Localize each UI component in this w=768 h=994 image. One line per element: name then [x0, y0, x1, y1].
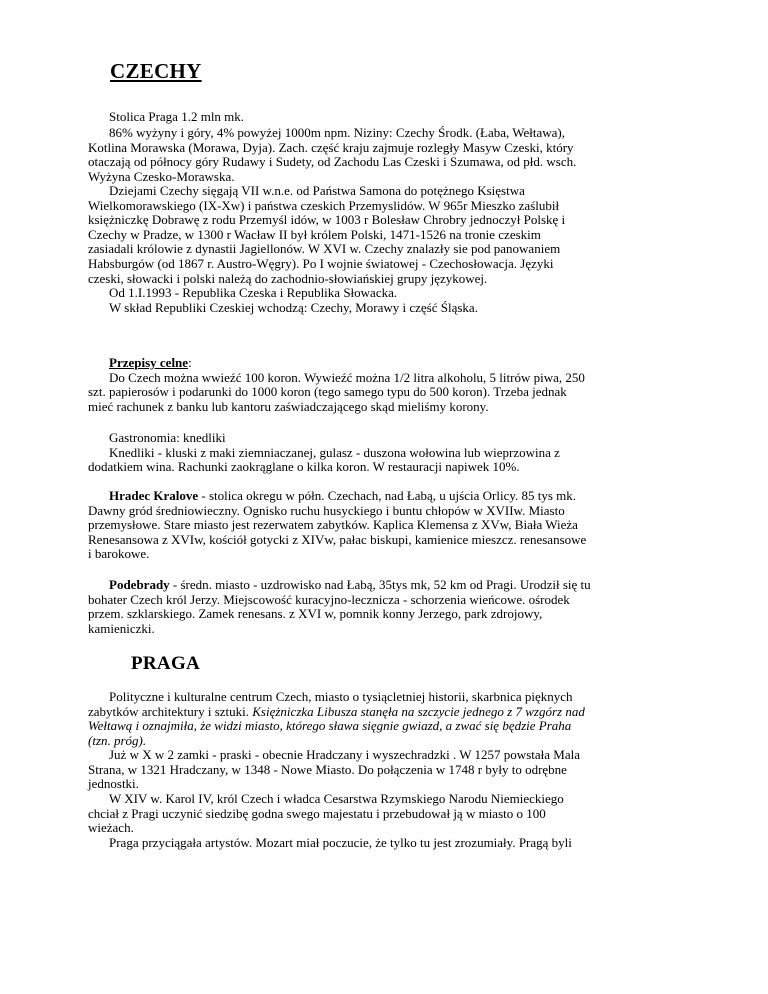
text-line: księżniczkę Dobrawę z rodu Przemyśl idów, w 1003 r Bolesław Chrobry jednoczył Polskę i — [88, 212, 566, 228]
text-line: Hradec Kralove - stolica okregu w półn. Czechach, nad Łabą, u ujścia Orlicy. 85 tys mk. — [109, 488, 577, 503]
text-line: Czechy w Pradze, w 1300 r Wacław II był królem Polski, 1471-1526 na tronie czeskim — [88, 226, 541, 242]
section-title-praga: PRAGA — [131, 653, 201, 674]
paragraph-podebrady — [88, 578, 678, 636]
text-line: Do Czech można wwieźć 100 koron. Wywieźć można 1/2 litra alkoholu, 5 litrów piwa, 250 — [109, 369, 585, 385]
customs-heading: Przepisy celne — [109, 355, 189, 370]
paragraph-praga-karol — [88, 792, 678, 836]
paragraph-praga-castles — [88, 748, 678, 792]
text-line: Knedliki - kluski z maki ziemniaczanej, gulasz - duszona wołowina lub wieprzowina z — [109, 444, 560, 460]
text-line: chciał z Pragi uczynić siedzibę godna swego majestatu i przebudował ją w miasto o 100 — [88, 805, 546, 821]
text-line: Polityczne i kulturalne centrum Czech, miasto o tysiącletniej historii, skarbnica pięknych — [109, 689, 573, 704]
text-line: 86% wyżyny i góry, 4% powyżej 1000m npm. Niziny: Czechy Środk. (Łaba, Wełtawa), — [109, 125, 566, 140]
text-line: Wyżyna Czesko-Morawska. — [88, 168, 235, 184]
text-line: zasiadali królowie z dynastii Jagiellonów. W XVI w. Czechy znalazły sie pod panowaniem — [88, 241, 561, 257]
paragraph-composition — [88, 301, 678, 316]
text-line: Praga przyciągała artystów. Mozart miał poczucie, że tylko tu jest zrozumiały. Pragą byli — [109, 835, 572, 850]
text-line: Renesansowa z XVIw, kościół gotycki z XIVw, pałac biskupi, kamienice mieszcz. renesansowe — [88, 531, 587, 547]
text-line: Podebrady - średn. miasto - uzdrowisko nad Łabą, 35tys mk, 52 km od Pragi. Urodził się tu — [109, 577, 591, 592]
text-line: Strana, w 1321 Hradczany, w 1348 - Nowe Miasto. Do połączenia w 1748 r były to odrębne — [88, 761, 567, 777]
text-line: kamieniczki. — [88, 620, 155, 636]
text-line: W XIV w. Karol IV, król Czech i władca Cesarstwa Rzymskiego Narodu Niemieckiego — [109, 791, 564, 806]
text-line: przem. szklarskiego. Zamek renesans. z XVI w, pomnik konny Jerzego, park zdrojowy, — [88, 606, 543, 622]
paragraph-customs — [88, 356, 678, 414]
paragraph-praga-artists — [88, 836, 678, 851]
text-line: Kotlina Morawska (Morawa, Dyja). Zach. część kraju zajmuje rozległy Masyw Czeski, który — [88, 139, 574, 155]
text-line: Habsburgów (od 1867 r. Austro-Węgry). Po I wojnie światowej - Czechosłowacja. Języki — [88, 255, 554, 271]
text-line: Wełtawą i oznajmiła, że widzi miasto, którego sława sięgnie gwiazd, a zwać się będzie Praha — [88, 718, 572, 734]
text-line: W skład Republiki Czeskiej wchodzą: Czechy, Morawy i część Śląska. — [109, 300, 478, 315]
text-line: zabytków architektury i sztuki. Księżniczka Libusza stanęła na szczycie jednego z 7 wzgórz nad — [88, 703, 585, 719]
paragraph-history — [88, 184, 678, 286]
section-title-czechy: CZECHY — [110, 59, 202, 83]
paragraph-gastronomy — [88, 431, 678, 475]
text-line: jednostki. — [88, 776, 139, 792]
text-line: dodatkiem wina. Rachunki zaokrąglane o kilka koron. W restauracji napiwek 10%. — [88, 459, 520, 475]
text-line: i barokowe. — [88, 546, 150, 562]
text-line: Wielkomorawskiego (IX-Xw) i państwa czeskich Przemyslidów. W 965r Mieszko zaślubił — [88, 197, 560, 213]
customs-colon: : — [188, 355, 192, 370]
text-line: Stolica Praga 1.2 mln mk. — [109, 109, 245, 124]
paragraph-geography — [88, 126, 678, 184]
text-line: mieć rachunek z banku lub kantoru zaświadczającego skąd mieliśmy korony. — [88, 398, 489, 414]
text-line: czeski, słowacki i polski należą do zachodnio-słowiańskiej grupy językowej. — [88, 270, 488, 286]
text-line: szt. papierosów i podarunki do 1000 koron (tego samego typu do 500 koron). Trzeba jednak — [88, 384, 567, 400]
text-line: (tzn. próg). — [88, 732, 147, 748]
place-name-podebrady: Podebrady — [109, 577, 170, 592]
text-line — [88, 356, 678, 371]
paragraph-praga-intro — [88, 690, 678, 748]
text-line: wieżach. — [88, 820, 134, 836]
text-line: Gastronomia: knedliki — [109, 430, 226, 445]
paragraph-hradec-kralove — [88, 489, 678, 562]
legend-text: Księżniczka Libusza stanęła na szczycie jednego z 7 wzgórz nad — [252, 703, 585, 719]
text-line: Od 1.I.1993 - Republika Czeska i Republika Słowacka. — [109, 285, 398, 300]
place-name-hradec: Hradec Kralove — [109, 488, 199, 503]
text-line: Dawny gród średniowieczny. Ognisko ruchu husyckiego i buntu chłopów w XVIIw. Miasto — [88, 502, 565, 518]
paragraph-capital — [88, 110, 678, 125]
text-line: Już w X w 2 zamki - praski - obecnie Hradczany i wyszechradzki . W 1257 powstała Mala — [109, 747, 580, 762]
text-line: Dziejami Czechy sięgają VII w.n.e. od Państwa Samona do potężnego Księstwa — [109, 183, 525, 198]
text-line: otaczają od północy góry Rudawy i Sudety, od Zachodu Las Czeski i Szumawa, od płd. wsch. — [88, 154, 577, 170]
text-line: bohater Czech król Jerzy. Miejscowość kuracyjno-lecznicza - schorzenia wieńcowe. ośrodek — [88, 591, 570, 607]
paragraph-republic — [88, 286, 678, 301]
text-line: przemysłowe. Stare miasto jest rezerwatem zabytków. Kaplica Klemensa z XVw, Biała Wieża — [88, 517, 578, 533]
